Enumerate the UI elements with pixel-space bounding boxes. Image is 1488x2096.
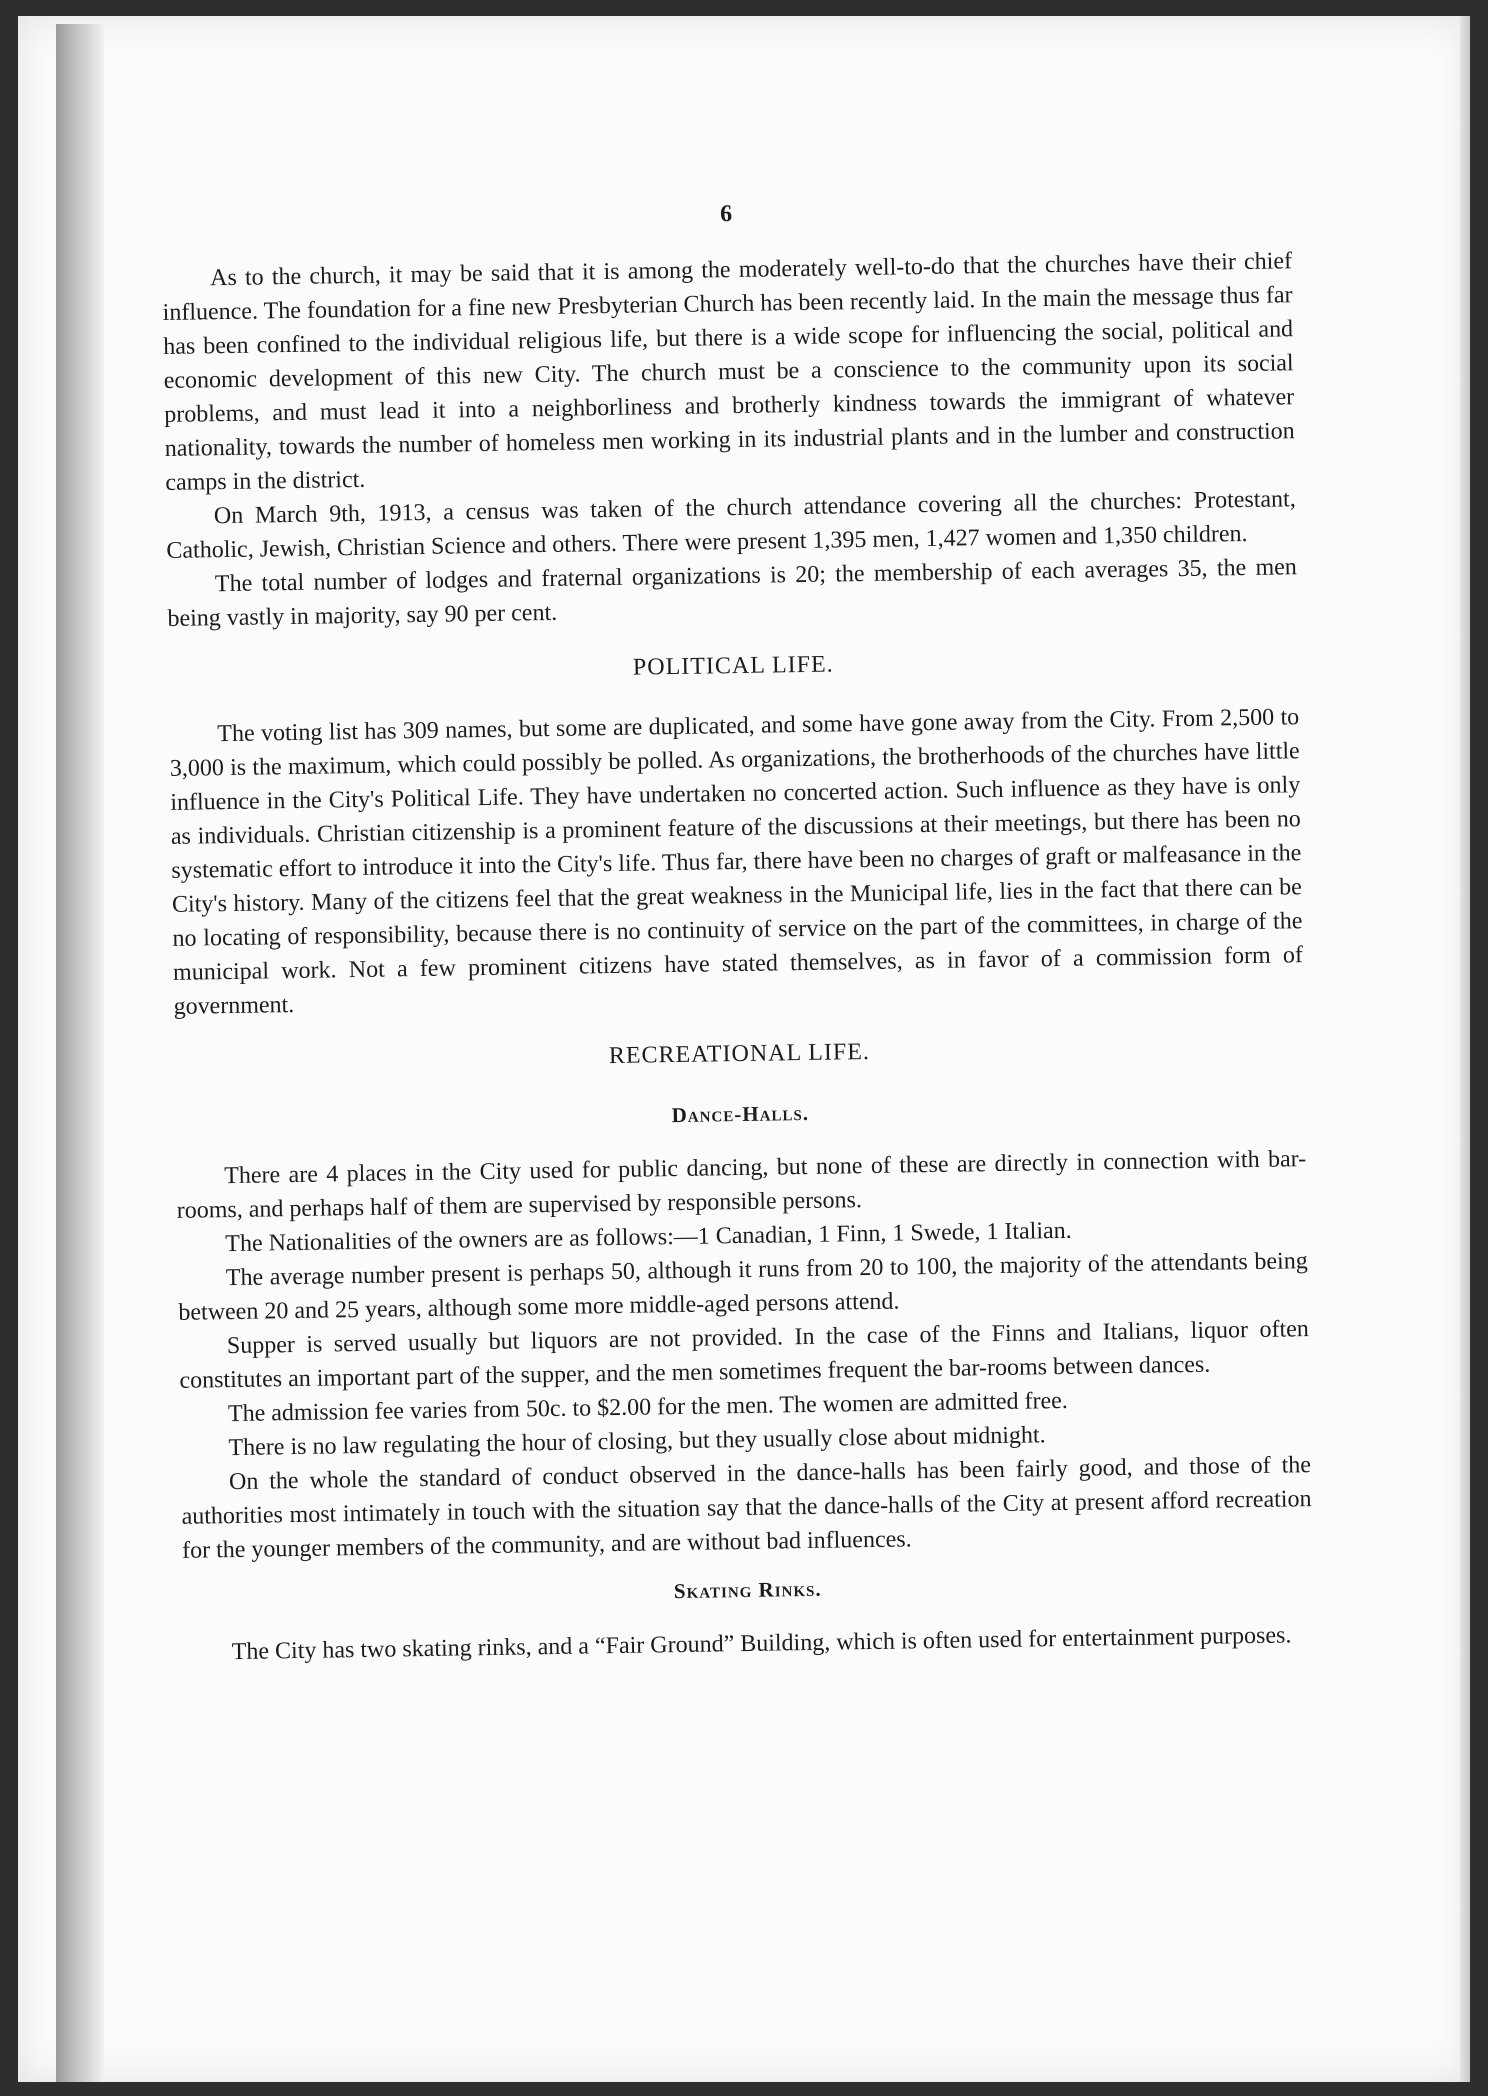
page-number: 6 bbox=[719, 201, 733, 228]
dance-halls-paragraph: The average number present is perhaps 50, although it runs from 20 to 100, the majority of the attendants being between 20 and 25 years, although some more middle-aged persons attend. bbox=[178, 1248, 1308, 1326]
dance-halls-paragraph: On the whole the standard of conduct observed in the dance-halls has been fairly good, and those of the authorities most intimately in touch with the situation say that the dance-halls of the City at present afford recreation for the younger members of the community, and are without bad influences. bbox=[181, 1452, 1312, 1564]
dance-halls-paragraph: The admission fee varies from 50c. to $2.00 for the men. The women are admitted free. bbox=[227, 1387, 1069, 1428]
recreational-life-heading: RECREATIONAL LIFE. bbox=[608, 1038, 871, 1070]
skating-rinks-paragraph: The City has two skating rinks, and a “Fair Ground” Building, which is often used for entertainment purposes. bbox=[231, 1622, 1292, 1666]
scanned-page bbox=[18, 16, 1470, 2082]
census-paragraph: On March 9th, 1913, a census was taken of the church attendance covering all the churches: Protestant, Catholic, Jewish, Christian Science and others. There were present 1,395 men, 1,427 women and 1,350 children. bbox=[166, 486, 1296, 564]
dance-halls-heading: Dance-Halls. bbox=[671, 1100, 810, 1128]
dance-halls-paragraph: The Nationalities of the owners are as follows:—1 Canadian, 1 Finn, 1 Swede, 1 Italian. bbox=[225, 1217, 1072, 1258]
page-text bbox=[161, 188, 1314, 1670]
skating-rinks-heading: Skating Rinks. bbox=[673, 1576, 822, 1604]
political-paragraph: The voting list has 309 names, but some are duplicated, and some have gone away from the City. From 2,500 to 3,000 is the maximum, which could possibly be polled. As organizations, the brotherhoods of the churches have little influence in the City's Political Life. They have undertaken no concerted action. Such influence as they have is only as individuals. Christian citizenship is a prominent feature of the discussions at their meetings, but there has been no systematic effort to introduce it into the City's life. Thus far, there have been no charges of graft or malfeasance in the City's history. Many of the citizens feel that the great weakness in the Municipal life, lies in the fact that there can be no locating of responsibility, because there is no continuity of service on the part of the committees, in charge of the municipal work. Not a few prominent citizens have stated themselves, as in favor of a commission form of government. bbox=[169, 704, 1304, 1020]
binding-shadow bbox=[56, 24, 104, 2082]
dance-halls-paragraph: There are 4 places in the City used for public dancing, but none of these are directly in connection with bar-rooms, and perhaps half of them are supervised by responsible persons. bbox=[176, 1146, 1307, 1224]
dance-halls-paragraph: Supper is served usually but liquors are not provided. In the case of the Finns and Italians, liquor often constitutes an important part of the supper, and the men sometimes frequent the bar-rooms between dances. bbox=[179, 1316, 1309, 1394]
dance-halls-paragraph: There is no law regulating the hour of closing, but they usually close about midnight. bbox=[228, 1422, 1046, 1462]
political-life-heading: POLITICAL LIFE. bbox=[632, 651, 834, 681]
lodges-paragraph: The total number of lodges and fraternal organizations is 20; the membership of each averages 35, the men being vastly in majority, say 90 per cent. bbox=[167, 554, 1298, 632]
church-paragraph: As to the church, it may be said that it is among the moderately well-to-do that the churches have their chief influence. The foundation for a fine new Presbyterian Church has been recently laid. In the main the message thus far has been confined to the individual religious life, but there is a wide scope for influencing the social, political and economic development of this new City. The church must be a conscience to the community upon its social problems, and must lead it into a neighborliness and brotherly kindness towards the immigrant of whatever nationality, towards the number of homeless men working in its industrial plants and in the lumber and construction camps in the district. bbox=[162, 248, 1295, 496]
page-edge bbox=[1460, 16, 1470, 2082]
